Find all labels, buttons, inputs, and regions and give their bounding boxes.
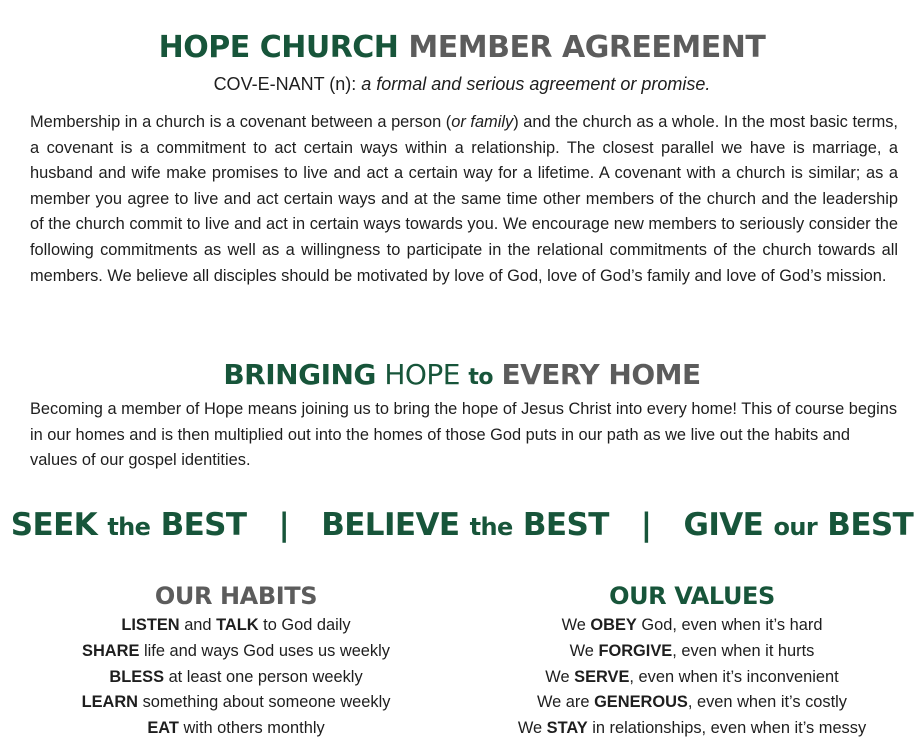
page-title — [0, 30, 924, 66]
slogan-separator: | — [640, 507, 652, 543]
intro-italic: or family — [451, 113, 514, 131]
definition-text: a formal and serious agreement or promise. — [361, 74, 711, 94]
list-item: We SERVE, even when it’s inconvenient — [545, 667, 839, 686]
title-agreement: MEMBER AGREEMENT — [408, 30, 766, 65]
slogan-seek-the: the — [107, 513, 151, 541]
mission-word-bringing: BRINGING — [223, 358, 376, 391]
slogan-give-our: our — [773, 513, 818, 541]
list-item: EAT with others monthly — [147, 719, 325, 738]
values-column — [472, 581, 912, 742]
list-item: SHARE life and ways God uses us weekly — [82, 641, 390, 660]
mission-heading — [0, 357, 924, 396]
list-item: We STAY in relationships, even when it’s messy — [517, 719, 867, 738]
slogan-give-best: BEST — [827, 507, 914, 543]
habits-heading: OUR HABITS — [154, 582, 318, 610]
list-item: LISTEN and TALK to God daily — [121, 616, 351, 634]
slogan-believe — [321, 503, 609, 549]
mission-word-to: to — [468, 365, 494, 390]
slogan-seek-verb: SEEK — [10, 507, 98, 543]
habits-list — [36, 613, 436, 742]
intro-paragraph — [30, 110, 898, 289]
slogan-banner — [0, 503, 924, 549]
mission-word-every-home: EVERY HOME — [501, 358, 701, 391]
slogan-believe-best: BEST — [522, 507, 609, 543]
list-item: LEARN something about someone weekly — [81, 693, 391, 712]
habits-column — [36, 581, 436, 742]
title-church-name: HOPE CHURCH — [158, 30, 399, 65]
values-list — [472, 613, 912, 742]
mission-paragraph: Becoming a member of Hope means joining us to bring the hope of Jesus Christ into every home! This of course begins in our homes and is then multiplied out into the homes of those God puts in our path as we live out the habits and values of our gospel identities. — [30, 400, 898, 470]
slogan-seek — [11, 503, 247, 549]
list-item: We FORGIVE, even when it hurts — [569, 641, 815, 660]
definition-term: COV-E-NANT (n): — [213, 74, 357, 94]
slogan-separator: | — [278, 507, 290, 543]
slogan-believe-the: the — [469, 513, 513, 541]
intro-text-2: ) and the church as a whole. In the most basic terms, a covenant is a commitment to act certain ways within a relationship. The closest parallel we have is marriage, a husband and wife make promises to live and act a certain way for a lifetime. A covenant with a church is similar; as a member you agree to live and act certain ways and at the same time other members of the church and the leadership of the church commit to live and act in certain ways towards you. We encourage new members to seriously consider the following commitments as well as a willingness to participate in the relational commitments of the church towards all members. We believe all disciples should be motivated by love of God, love of God’s family and love of God’s mission. — [30, 113, 898, 285]
mission-word-hope: HOPE — [384, 358, 460, 391]
intro-text-1: Membership in a church is a covenant between a person ( — [30, 113, 452, 131]
slogan-give — [684, 503, 914, 549]
slogan-give-verb: GIVE — [683, 507, 764, 543]
slogan-seek-best: BEST — [160, 507, 247, 543]
values-heading: OUR VALUES — [609, 582, 775, 610]
list-item: We OBEY God, even when it’s hard — [561, 616, 823, 634]
list-item: We are GENEROUS, even when it’s costly — [536, 693, 848, 712]
covenant-definition — [0, 72, 924, 96]
slogan-believe-verb: BELIEVE — [321, 507, 460, 543]
list-item: BLESS at least one person weekly — [109, 667, 363, 686]
